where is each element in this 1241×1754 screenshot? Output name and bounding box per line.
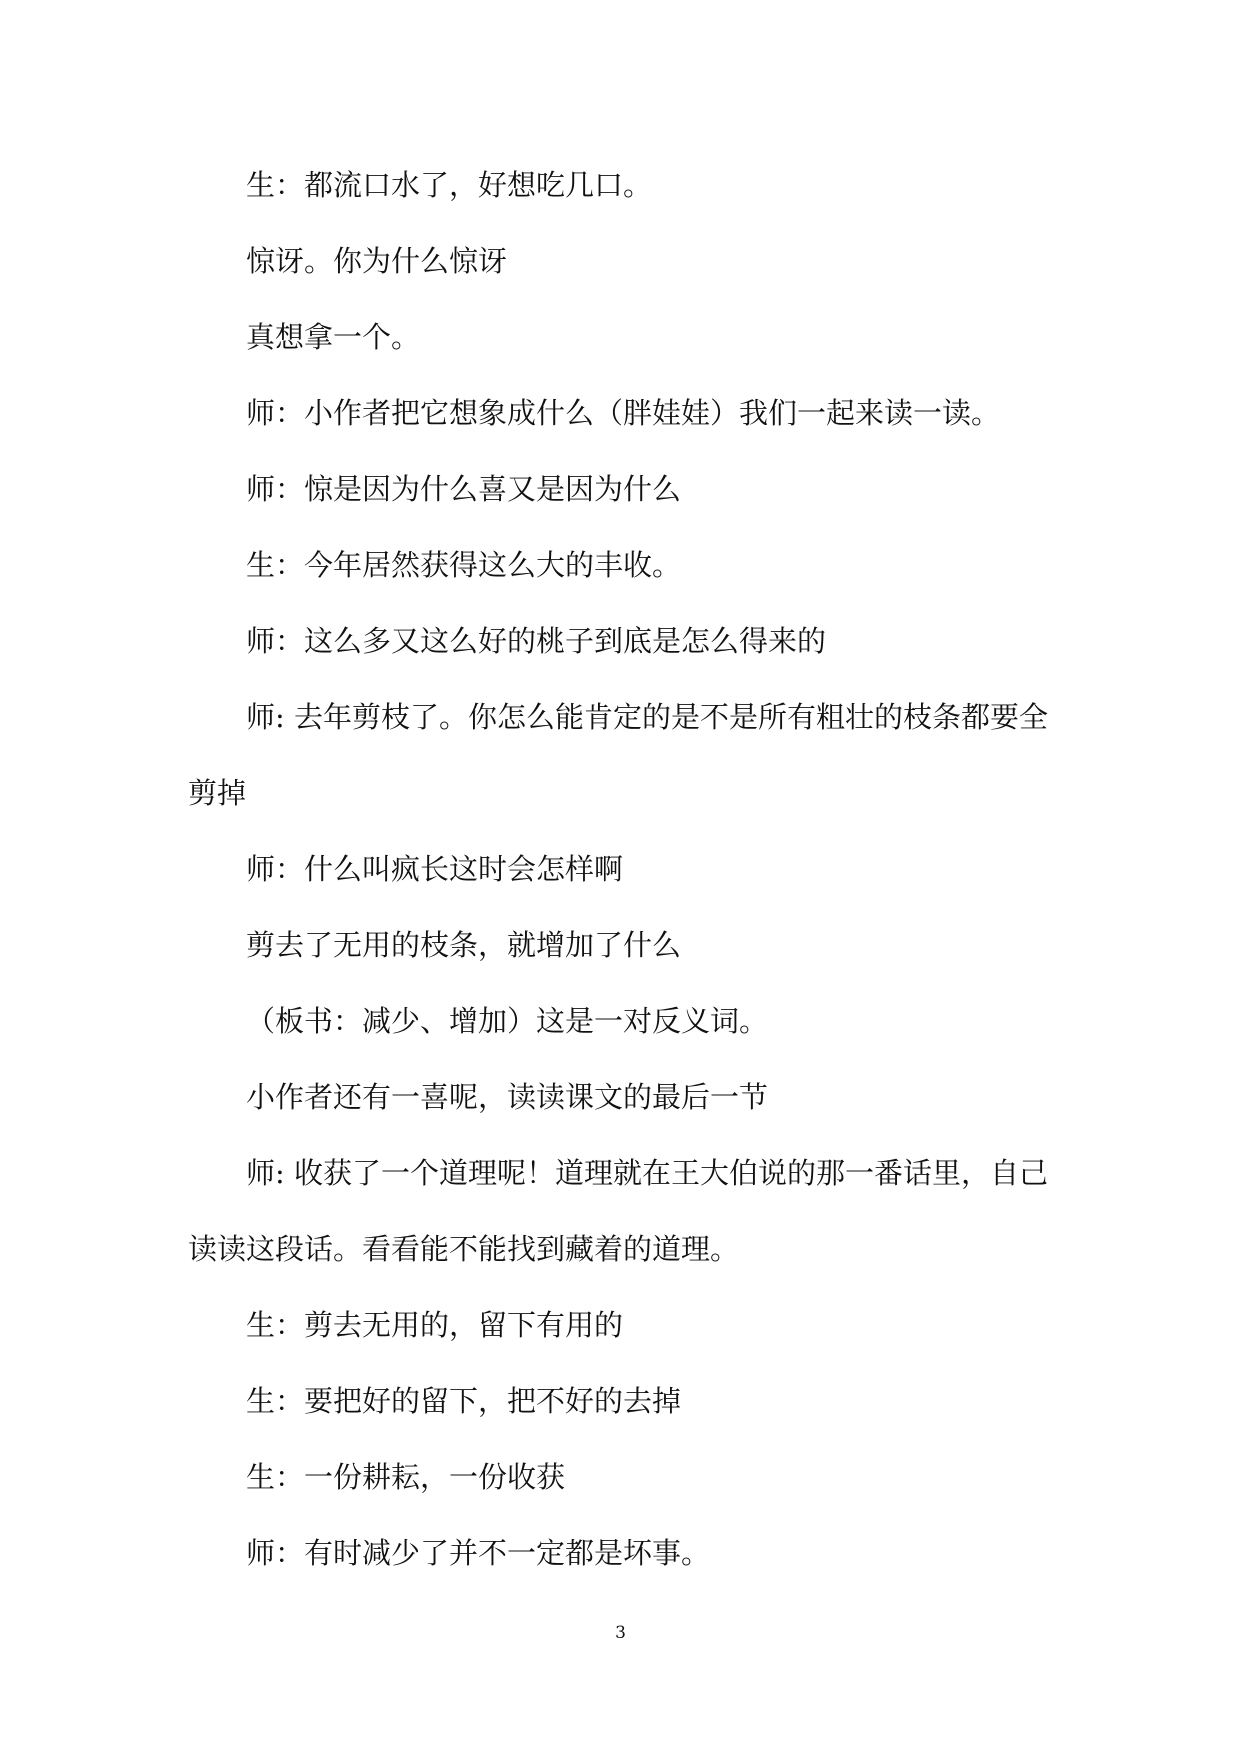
- paragraph: 师：惊是因为什么喜又是因为什么: [246, 472, 682, 506]
- paragraph: 生：剪去无用的，留下有用的: [246, 1308, 624, 1342]
- page-body: [188, 147, 1056, 1591]
- paragraph: 剪去了无用的枝条，就增加了什么: [246, 928, 682, 962]
- paragraph: 师: 去年剪枝了。你怎么能肯定的是不是所有粗壮的枝条都要全剪掉: [188, 700, 1048, 810]
- paragraph: 师：这么多又这么好的桃子到底是怎么得来的: [246, 624, 827, 658]
- page-number: 3: [615, 1623, 626, 1643]
- paragraph: 生：都流口水了，好想吃几口。: [246, 168, 653, 202]
- paragraph: 生：今年居然获得这么大的丰收。: [246, 548, 682, 582]
- paragraph: 生：一份耕耘，一份收获: [246, 1460, 566, 1494]
- paragraph: 小作者还有一喜呢，读读课文的最后一节: [246, 1080, 769, 1114]
- paragraph: 真想拿一个。: [246, 320, 421, 354]
- paragraph: 师: 收获了一个道理呢！道理就在王大伯说的那一番话里，自己读读这段话。看看能不能找到藏着的道理。: [188, 1156, 1048, 1266]
- paragraph: （板书：减少、增加）这是一对反义词。: [246, 1004, 769, 1038]
- paragraph: 师：有时减少了并不一定都是坏事。: [246, 1536, 711, 1570]
- paragraph: 惊讶。你为什么惊讶: [246, 244, 508, 278]
- paragraph: 师：什么叫疯长这时会怎样啊: [246, 852, 624, 886]
- paragraph: 生：要把好的留下，把不好的去掉: [246, 1384, 682, 1418]
- paragraph: 师：小作者把它想象成什么（胖娃娃）我们一起来读一读。: [246, 396, 1001, 430]
